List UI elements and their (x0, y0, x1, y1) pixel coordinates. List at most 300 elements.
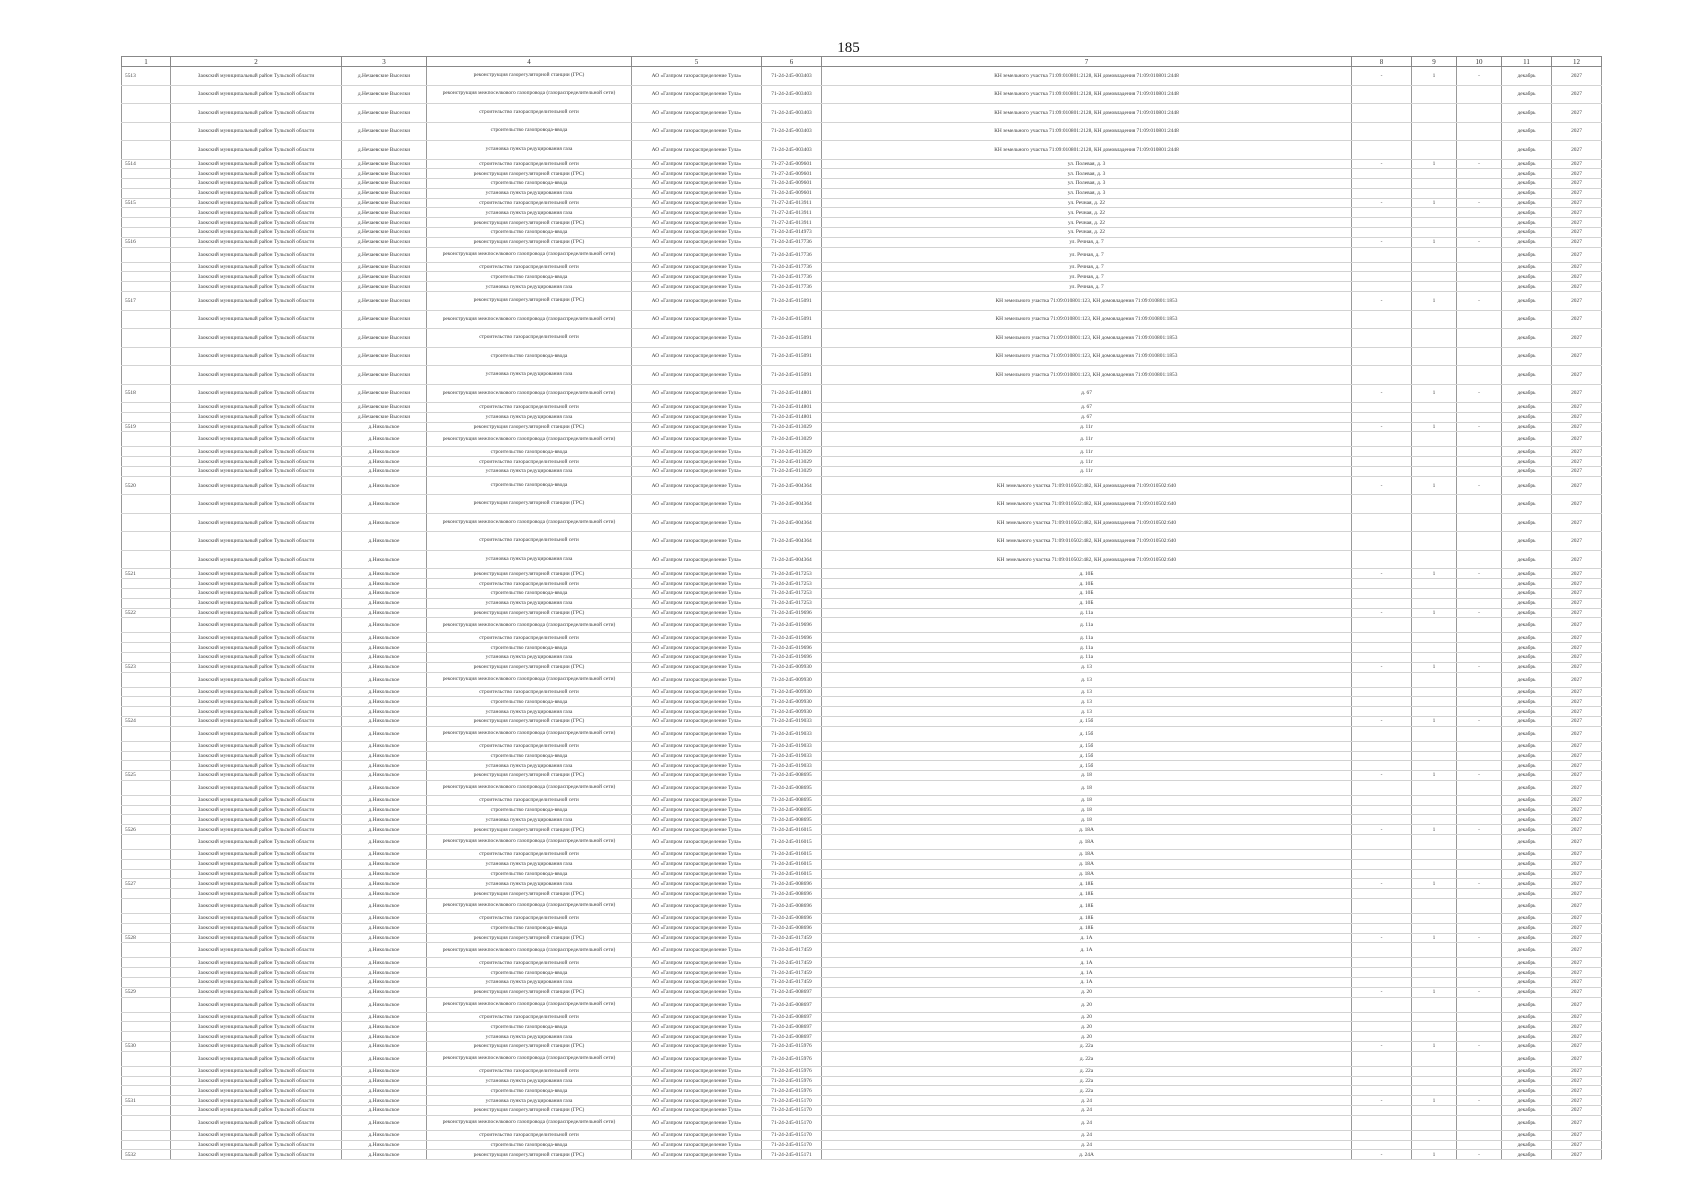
table-cell: АО «Газпром газораспределение Тула» (632, 859, 762, 869)
table-cell: строительство газопровода-ввода (427, 869, 632, 879)
table-cell: 71-24-245-003403 (762, 67, 822, 86)
table-cell: Заокский муниципальный район Тульской области (171, 179, 342, 189)
table-cell (1457, 672, 1502, 687)
table-cell: АО «Газпром газораспределение Тула» (632, 608, 762, 618)
table-cell: д.Нечаевские Выселки (342, 85, 427, 104)
table-row (122, 923, 1602, 933)
table-cell: декабрь (1502, 1096, 1552, 1106)
table-cell (1352, 169, 1412, 179)
table-cell (122, 104, 171, 123)
table-cell (1352, 780, 1412, 795)
table-cell: АО «Газпром газораспределение Тула» (632, 198, 762, 208)
table-cell: д. 1А (822, 933, 1352, 943)
table-cell (1412, 850, 1457, 860)
table-cell (1457, 697, 1502, 707)
table-cell: 2027 (1552, 889, 1602, 899)
table-cell: 2027 (1552, 292, 1602, 311)
table-cell (122, 795, 171, 805)
table-cell: 71-24-245-004364 (762, 532, 822, 551)
table-row (122, 687, 1602, 697)
table-cell: установка пункта редуцирования газа (427, 815, 632, 825)
table-cell (1457, 598, 1502, 608)
table-cell: АО «Газпром газораспределение Тула» (632, 879, 762, 889)
table-cell: д. 18А (822, 850, 1352, 860)
table-cell: д. 24 (822, 1140, 1352, 1150)
table-cell: - (1352, 771, 1412, 781)
table-cell: ул. Речная, д. 7 (822, 282, 1352, 292)
table-cell (1352, 741, 1412, 751)
table-cell (1352, 329, 1412, 348)
table-cell (1412, 310, 1457, 329)
table-cell: - (1457, 987, 1502, 997)
table-cell: Заокский муниципальный район Тульской области (171, 228, 342, 238)
table-cell: 2027 (1552, 310, 1602, 329)
table-cell: 2027 (1552, 495, 1602, 514)
table-cell (1352, 869, 1412, 879)
table-cell (1457, 958, 1502, 968)
table-cell: 2027 (1552, 726, 1602, 741)
table-cell: Заокский муниципальный район Тульской области (171, 366, 342, 385)
table-cell: декабрь (1502, 1150, 1552, 1160)
table-cell (1412, 513, 1457, 532)
table-cell: АО «Газпром газораспределение Тула» (632, 968, 762, 978)
table-row (122, 228, 1602, 238)
table-cell: д.Нечаевские Выселки (342, 292, 427, 311)
table-cell: 2027 (1552, 329, 1602, 348)
table-cell: декабрь (1502, 1076, 1552, 1086)
table-cell: 5528 (122, 933, 171, 943)
table-row (122, 292, 1602, 311)
table-cell (1412, 672, 1457, 687)
table-cell (122, 652, 171, 662)
table-cell: Заокский муниципальный район Тульской области (171, 1012, 342, 1022)
table-cell (1457, 1051, 1502, 1066)
table-cell: Заокский муниципальный район Тульской области (171, 933, 342, 943)
table-cell: 2027 (1552, 272, 1602, 282)
table-cell: Заокский муниципальный район Тульской области (171, 272, 342, 282)
table-cell: 2027 (1552, 805, 1602, 815)
table-cell (122, 859, 171, 869)
table-cell: декабрь (1502, 310, 1552, 329)
table-cell: 5518 (122, 384, 171, 403)
table-cell: 2027 (1552, 262, 1602, 272)
table-cell: - (1457, 1096, 1502, 1106)
table-cell: д. 18А (822, 859, 1352, 869)
table-cell: 71-27-245-013911 (762, 218, 822, 228)
table-cell: АО «Газпром газораспределение Тула» (632, 159, 762, 169)
table-cell: 2027 (1552, 672, 1602, 687)
table-cell: д.Никольское (342, 588, 427, 598)
table-cell (1412, 208, 1457, 218)
table-cell: д. 10Б (822, 579, 1352, 589)
table-cell: Заокский муниципальный район Тульской области (171, 122, 342, 141)
table-cell (122, 457, 171, 467)
table-cell: реконструкция газорегуляторной станции (ГРС) (427, 569, 632, 579)
table-cell: - (1352, 422, 1412, 432)
table-cell (1352, 432, 1412, 447)
table-cell: 2027 (1552, 447, 1602, 457)
table-cell: Заокский муниципальный район Тульской области (171, 1096, 342, 1106)
table-cell: 71-24-245-016015 (762, 859, 822, 869)
table-cell: д.Никольское (342, 697, 427, 707)
table-cell: д.Нечаевские Выселки (342, 122, 427, 141)
table-cell (1457, 588, 1502, 598)
table-cell (1457, 978, 1502, 988)
table-cell: д. 11а (822, 633, 1352, 643)
table-cell: декабрь (1502, 179, 1552, 189)
table-cell: 71-24-245-009601 (762, 188, 822, 198)
table-cell (1352, 652, 1412, 662)
table-cell: АО «Газпром газораспределение Тула» (632, 329, 762, 348)
table-cell (1412, 697, 1457, 707)
table-cell: 2027 (1552, 687, 1602, 697)
table-cell: 71-24-245-015170 (762, 1140, 822, 1150)
table-cell: АО «Газпром газораспределение Тула» (632, 179, 762, 189)
table-cell: д.Никольское (342, 532, 427, 551)
data-table (121, 56, 1602, 1160)
table-cell (1457, 943, 1502, 958)
table-cell: 2027 (1552, 85, 1602, 104)
table-cell: 71-24-245-003403 (762, 104, 822, 123)
table-cell: 1 (1412, 384, 1457, 403)
table-cell: 1 (1412, 476, 1457, 495)
table-cell: 71-24-245-003403 (762, 85, 822, 104)
table-cell: д. 15б (822, 726, 1352, 741)
table-cell (122, 169, 171, 179)
table-cell: Заокский муниципальный район Тульской области (171, 467, 342, 477)
table-cell: д.Нечаевские Выселки (342, 188, 427, 198)
table-cell: АО «Газпром газораспределение Тула» (632, 67, 762, 86)
table-cell: д. 11а (822, 618, 1352, 633)
table-cell (1457, 513, 1502, 532)
table-cell: установка пункта редуцирования газа (427, 1032, 632, 1042)
table-cell: строительство газопровода-ввода (427, 1022, 632, 1032)
table-cell (1457, 707, 1502, 717)
table-cell: декабрь (1502, 633, 1552, 643)
table-cell (1352, 447, 1412, 457)
table-cell (122, 85, 171, 104)
table-row (122, 914, 1602, 924)
table-cell: 2027 (1552, 618, 1602, 633)
table-cell: строительство газопровода-ввода (427, 968, 632, 978)
table-cell: д.Нечаевские Выселки (342, 169, 427, 179)
table-cell: д.Нечаевские Выселки (342, 237, 427, 247)
table-cell: - (1457, 237, 1502, 247)
table-cell (122, 805, 171, 815)
table-cell (122, 598, 171, 608)
table-cell: 5530 (122, 1042, 171, 1052)
table-cell: Заокский муниципальный район Тульской области (171, 805, 342, 815)
table-cell (1352, 85, 1412, 104)
table-cell: 71-24-245-004364 (762, 476, 822, 495)
table-cell (1457, 633, 1502, 643)
table-cell: - (1352, 237, 1412, 247)
table-cell: 2027 (1552, 1042, 1602, 1052)
table-cell: - (1352, 67, 1412, 86)
table-row (122, 198, 1602, 208)
table-cell: д. 15б (822, 716, 1352, 726)
table-cell: - (1457, 608, 1502, 618)
table-cell: АО «Газпром газораспределение Тула» (632, 1096, 762, 1106)
table-cell: 71-24-245-008695 (762, 771, 822, 781)
table-cell: декабрь (1502, 169, 1552, 179)
table-cell: 2027 (1552, 122, 1602, 141)
table-cell: Заокский муниципальный район Тульской области (171, 889, 342, 899)
table-cell: 2027 (1552, 795, 1602, 805)
table-cell: Заокский муниципальный район Тульской области (171, 958, 342, 968)
table-cell (1457, 282, 1502, 292)
table-cell: - (1352, 987, 1412, 997)
table-cell: ул. Речная, д. 7 (822, 272, 1352, 282)
table-cell (1352, 467, 1412, 477)
table-row (122, 403, 1602, 413)
table-cell: д.Никольское (342, 1096, 427, 1106)
table-cell: Заокский муниципальный район Тульской области (171, 208, 342, 218)
table-cell: 2027 (1552, 384, 1602, 403)
table-cell (122, 208, 171, 218)
table-cell: д.Никольское (342, 1066, 427, 1076)
table-cell: реконструкция межпоселкового газопровода (газораспределительной сети) (427, 85, 632, 104)
table-cell (122, 179, 171, 189)
table-cell: АО «Газпром газораспределение Тула» (632, 997, 762, 1012)
table-cell: д.Никольское (342, 643, 427, 653)
table-cell (1352, 1022, 1412, 1032)
table-cell: ул. Речная, д. 7 (822, 237, 1352, 247)
table-cell (1412, 188, 1457, 198)
table-cell: строительство газопровода-ввода (427, 588, 632, 598)
table-cell: АО «Газпром газораспределение Тула» (632, 208, 762, 218)
table-cell: д.Никольское (342, 495, 427, 514)
table-cell: 1 (1412, 67, 1457, 86)
table-cell: д.Никольское (342, 432, 427, 447)
table-cell: КН земельного участка 71:09:010801:2128, КН домовладения 71:09:010801:2448 (822, 104, 1352, 123)
table-cell: декабрь (1502, 85, 1552, 104)
table-cell: декабрь (1502, 761, 1552, 771)
table-cell: Заокский муниципальный район Тульской области (171, 978, 342, 988)
table-cell: Заокский муниципальный район Тульской области (171, 550, 342, 569)
table-cell: АО «Газпром газораспределение Тула» (632, 1022, 762, 1032)
table-cell (1352, 179, 1412, 189)
table-cell: 71-24-245-014801 (762, 384, 822, 403)
table-cell: декабрь (1502, 550, 1552, 569)
table-cell: АО «Газпром газораспределение Тула» (632, 188, 762, 198)
table-cell: - (1352, 569, 1412, 579)
table-cell (122, 889, 171, 899)
table-cell (1352, 366, 1412, 385)
table-row (122, 608, 1602, 618)
table-cell (1352, 122, 1412, 141)
table-cell: д.Нечаевские Выселки (342, 347, 427, 366)
table-cell (122, 412, 171, 422)
table-cell: реконструкция межпоселкового газопровода (газораспределительной сети) (427, 672, 632, 687)
table-cell: декабрь (1502, 662, 1552, 672)
table-cell: Заокский муниципальный район Тульской области (171, 579, 342, 589)
table-cell: 2027 (1552, 1096, 1602, 1106)
table-cell (122, 968, 171, 978)
table-cell (1412, 618, 1457, 633)
table-cell (1457, 1130, 1502, 1140)
table-cell: АО «Газпром газораспределение Тула» (632, 687, 762, 697)
table-cell: АО «Газпром газораспределение Тула» (632, 751, 762, 761)
table-cell: АО «Газпром газораспределение Тула» (632, 366, 762, 385)
table-cell: АО «Газпром газораспределение Тула» (632, 761, 762, 771)
table-cell: Заокский муниципальный район Тульской области (171, 1042, 342, 1052)
table-row (122, 422, 1602, 432)
table-cell: 5521 (122, 569, 171, 579)
table-cell: Заокский муниципальный район Тульской области (171, 899, 342, 914)
table-row (122, 899, 1602, 914)
table-cell (1412, 707, 1457, 717)
table-cell: Заокский муниципальный район Тульской области (171, 741, 342, 751)
table-cell: д.Никольское (342, 716, 427, 726)
table-cell: 2027 (1552, 825, 1602, 835)
table-row (122, 1150, 1602, 1160)
table-cell: ул. Речная, д. 22 (822, 208, 1352, 218)
table-cell: 1 (1412, 771, 1457, 781)
table-cell: д.Никольское (342, 761, 427, 771)
table-row (122, 588, 1602, 598)
table-row (122, 141, 1602, 160)
table-cell: декабрь (1502, 569, 1552, 579)
table-cell (1352, 208, 1412, 218)
table-cell: - (1457, 1150, 1502, 1160)
table-cell: реконструкция межпоселкового газопровода (газораспределительной сети) (427, 997, 632, 1012)
table-cell: 2027 (1552, 347, 1602, 366)
table-cell (122, 835, 171, 850)
table-cell: декабрь (1502, 672, 1552, 687)
table-cell (1412, 687, 1457, 697)
table-cell: д. 24 (822, 1130, 1352, 1140)
table-cell: реконструкция межпоселкового газопровода (газораспределительной сети) (427, 943, 632, 958)
table-cell (1412, 1032, 1457, 1042)
table-cell: декабрь (1502, 247, 1552, 262)
table-cell (122, 218, 171, 228)
table-cell (1412, 780, 1457, 795)
table-cell: 5523 (122, 662, 171, 672)
table-cell: АО «Газпром газораспределение Тула» (632, 914, 762, 924)
table-cell: декабрь (1502, 588, 1552, 598)
table-cell: декабрь (1502, 228, 1552, 238)
table-cell: 2027 (1552, 1086, 1602, 1096)
table-cell: - (1457, 159, 1502, 169)
table-cell (1457, 889, 1502, 899)
table-row (122, 467, 1602, 477)
table-cell: 71-24-245-015976 (762, 1051, 822, 1066)
table-cell: АО «Газпром газораспределение Тула» (632, 1032, 762, 1042)
table-cell: АО «Газпром газораспределение Тула» (632, 169, 762, 179)
table-cell: Заокский муниципальный район Тульской области (171, 141, 342, 160)
table-cell: реконструкция газорегуляторной станции (ГРС) (427, 889, 632, 899)
table-cell: декабрь (1502, 687, 1552, 697)
table-cell: д. 18Б (822, 914, 1352, 924)
table-cell: Заокский муниципальный район Тульской области (171, 237, 342, 247)
table-cell: - (1457, 384, 1502, 403)
table-cell: Заокский муниципальный район Тульской области (171, 997, 342, 1012)
table-cell: 5520 (122, 476, 171, 495)
table-cell (1412, 1086, 1457, 1096)
table-cell: 2027 (1552, 513, 1602, 532)
table-cell (1457, 495, 1502, 514)
table-cell: д.Никольское (342, 869, 427, 879)
table-cell (122, 1076, 171, 1086)
table-cell: д. 10Б (822, 598, 1352, 608)
table-cell: д.Никольское (342, 513, 427, 532)
table-cell: 71-24-245-017253 (762, 579, 822, 589)
table-cell: реконструкция газорегуляторной станции (ГРС) (427, 608, 632, 618)
table-cell: 2027 (1552, 643, 1602, 653)
table-cell: Заокский муниципальный район Тульской области (171, 569, 342, 579)
table-cell: АО «Газпром газораспределение Тула» (632, 532, 762, 551)
table-cell (1457, 1106, 1502, 1116)
table-cell (1352, 889, 1412, 899)
table-row (122, 1115, 1602, 1130)
table-cell: 1 (1412, 825, 1457, 835)
table-cell (1352, 495, 1412, 514)
table-cell: Заокский муниципальный район Тульской области (171, 687, 342, 697)
table-cell: 71-24-245-003403 (762, 122, 822, 141)
table-cell: 71-24-245-015976 (762, 1042, 822, 1052)
table-cell: Заокский муниципальный район Тульской области (171, 169, 342, 179)
table-cell: 71-24-245-008697 (762, 1022, 822, 1032)
table-cell: установка пункта редуцирования газа (427, 188, 632, 198)
table-cell: 1 (1412, 987, 1457, 997)
table-cell: 2027 (1552, 169, 1602, 179)
table-cell: 71-24-245-015091 (762, 347, 822, 366)
table-cell (1352, 997, 1412, 1012)
table-cell: д.Никольское (342, 879, 427, 889)
table-cell (1352, 672, 1412, 687)
table-cell (1412, 1115, 1457, 1130)
table-cell (1412, 997, 1457, 1012)
table-cell: декабрь (1502, 707, 1552, 717)
table-cell: 71-24-245-017736 (762, 272, 822, 282)
table-cell (1352, 228, 1412, 238)
table-row (122, 987, 1602, 997)
table-cell: 71-24-245-008695 (762, 795, 822, 805)
table-cell: декабрь (1502, 1022, 1552, 1032)
table-cell: АО «Газпром газораспределение Тула» (632, 588, 762, 598)
table-cell: д. 18 (822, 795, 1352, 805)
table-row (122, 741, 1602, 751)
table-cell: АО «Газпром газораспределение Тула» (632, 771, 762, 781)
table-cell: АО «Газпром газораспределение Тула» (632, 780, 762, 795)
table-cell: Заокский муниципальный район Тульской области (171, 1150, 342, 1160)
table-cell: 71-24-245-014801 (762, 412, 822, 422)
table-cell: 71-24-245-008696 (762, 899, 822, 914)
table-row (122, 282, 1602, 292)
table-cell: Заокский муниципальный район Тульской области (171, 795, 342, 805)
table-cell: 2027 (1552, 1130, 1602, 1140)
table-cell: КН земельного участка 71:09:010801:123, КН домовладения 71:09:010801:1853 (822, 366, 1352, 385)
table-cell: - (1457, 476, 1502, 495)
table-cell: декабрь (1502, 457, 1552, 467)
table-cell: КН земельного участка 71:09:010502:482, КН домовладения 71:09:010502:640 (822, 495, 1352, 514)
table-row (122, 476, 1602, 495)
table-cell (1412, 914, 1457, 924)
column-header: 5 (632, 57, 762, 67)
table-cell: 2027 (1552, 569, 1602, 579)
table-cell: Заокский муниципальный район Тульской области (171, 643, 342, 653)
table-cell: д.Нечаевские Выселки (342, 198, 427, 208)
table-cell: декабрь (1502, 1012, 1552, 1022)
table-row (122, 412, 1602, 422)
table-cell (1352, 1086, 1412, 1096)
table-cell (1412, 1012, 1457, 1022)
table-cell: 71-24-245-015976 (762, 1066, 822, 1076)
table-cell: - (1352, 825, 1412, 835)
table-cell: Заокский муниципальный район Тульской области (171, 1066, 342, 1076)
table-row (122, 958, 1602, 968)
